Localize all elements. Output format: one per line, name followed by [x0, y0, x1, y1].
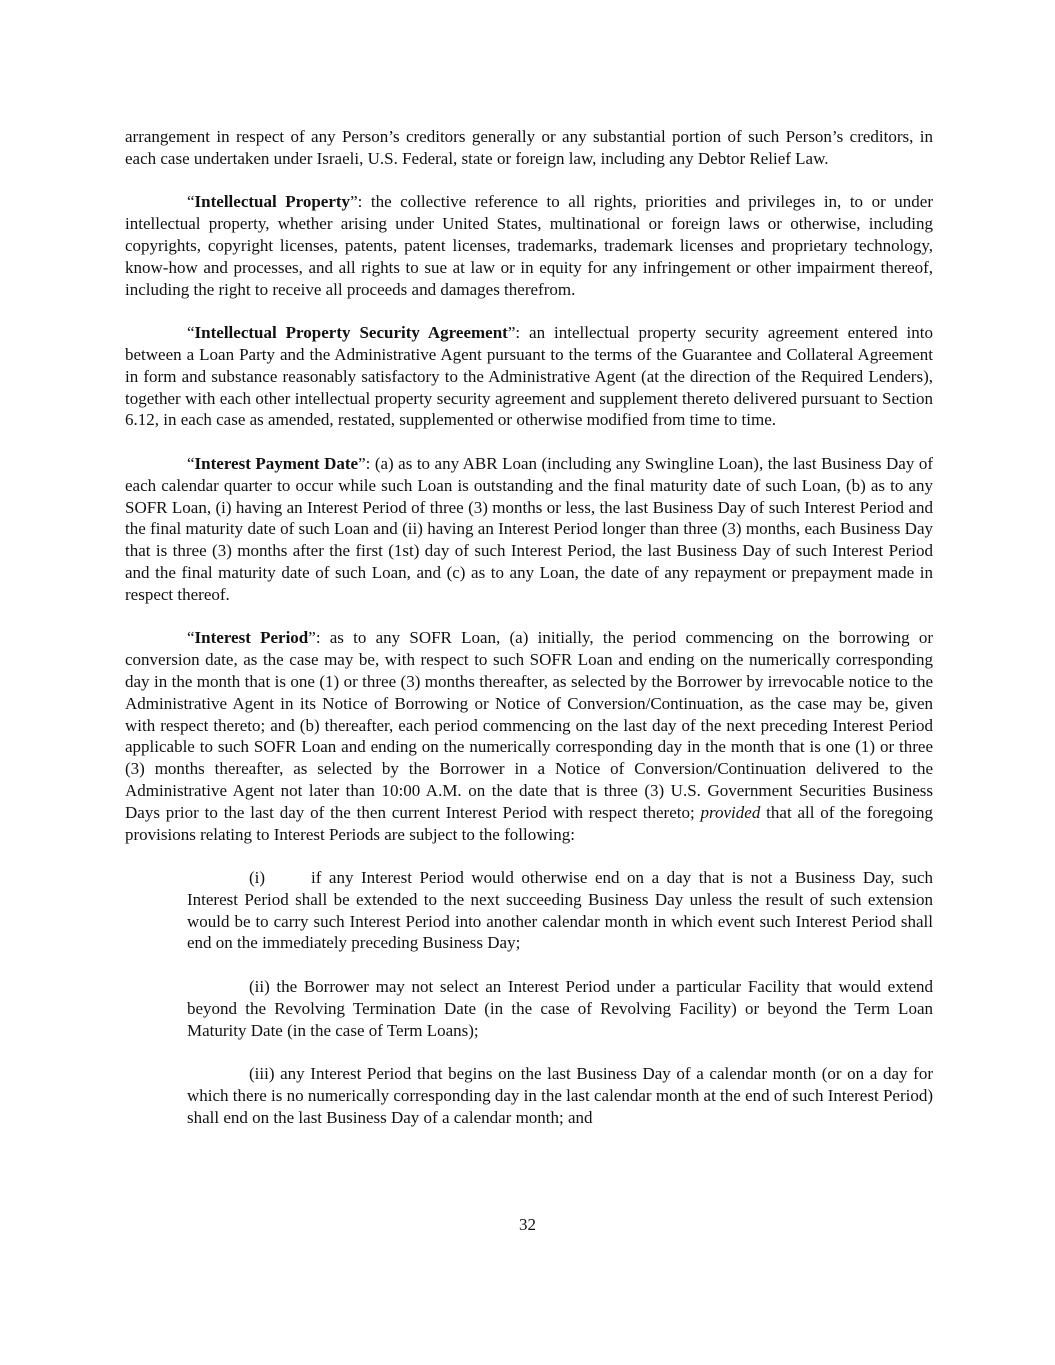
close-quote: ” [507, 323, 516, 343]
open-quote: “ [187, 323, 195, 343]
definition-text: : as to any SOFR Loan, (a) initially, the period commencing on the borrowing or conversion date, as the case may be, with respect to such SOFR Loan and ending on the numerically corresponding day in the month that is one (1) or three (3) months thereafter, as selected by the Borrower by irrevocable notice to the Administrative Agent in its Notice of Borrowing or Notice of Conversion/Continuation, as the case may be, given with respect thereto; and (b) thereafter, each period commencing on the last day of the next preceding Interest Period applicable to such SOFR Loan and ending on the numerically corresponding day in the month that is one (1) or three (3) months thereafter, as selected by the Borrower in a Notice of Conversion/Continuation delivered to the Administrative Agent not later than 10:00 A.M. on the date that is three (3) U.S. Government Securities Business Days prior to the last day of the then current Interest Period with respect thereto; [125, 628, 933, 822]
paragraph-bankruptcy-continuation [125, 126, 933, 170]
defined-term: Intellectual Property [194, 192, 351, 212]
subclause-i [187, 867, 933, 954]
defined-term: Interest Period [194, 628, 309, 648]
definition-ip-security-agreement [125, 322, 933, 431]
subclause-iii [187, 1063, 933, 1128]
definition-text: : the collective reference to all rights, priorities and privileges in, to or under intellectual property, whether arising under United States, multinational or foreign laws or otherwise, including copyrights, copyright licenses, patents, patent licenses, trademarks, trademark licenses and proprietary technology, know-how and processes, and all rights to sue at law or in equity for any infringement or other impairment thereof, including the right to receive all proceeds and damages therefrom. [125, 192, 933, 299]
paragraph-text: arrangement in respect of any Person’s creditors generally or any substantial portion of such Person’s creditors, in each case undertaken under Israeli, U.S. Federal, state or foreign law, including any Debtor Relief Law. [125, 127, 933, 168]
document-page [125, 126, 933, 1150]
subclause-text: if any Interest Period would otherwise end on a day that is not a Business Day, such Interest Period shall be extended to the next succeeding Business Day unless the result of such extension would be to carry such Interest Period into another calendar month in which event such Interest Period shall end on the immediately preceding Business Day; [187, 868, 933, 953]
close-quote: ” [350, 192, 358, 212]
subclause-text: (iii) any Interest Period that begins on the last Business Day of a calendar month (or on a day for which there is no numerically corresponding day in the last calendar month at the end of such Interest Period) shall end on the last Business Day of a calendar month; and [187, 1064, 933, 1127]
close-quote: ” [358, 453, 366, 473]
italic-term: provided [700, 802, 761, 822]
open-quote: “ [187, 628, 195, 648]
definition-interest-payment-date [125, 453, 933, 606]
open-quote: “ [187, 453, 195, 473]
definition-interest-period [125, 627, 933, 845]
subclause-text: (ii) the Borrower may not select an Interest Period under a particular Facility that would extend beyond the Revolving Termination Date (in the case of Revolving Facility) or beyond the Term Loan Maturity Date (in the case of Term Loans); [187, 977, 933, 1040]
definition-text-continued: that all of the foregoing provisions relating to Interest Periods are subject to the following: [125, 802, 933, 844]
open-quote: “ [187, 192, 195, 212]
subclause-label: (i) [249, 868, 266, 888]
definition-text: : (a) as to any ABR Loan (including any Swingline Loan), the last Business Day of each calendar quarter to occur while such Loan is outstanding and the final maturity date of such Loan, (b) as to any SOFR Loan, (i) having an Interest Period of three (3) months or less, the last Business Day of such Interest Period and the final maturity date of such Loan and (ii) having an Interest Period longer than three (3) months, each Business Day that is three (3) months after the first (1st) day of such Interest Period, the last Business Day of such Interest Period and the final maturity date of such Loan, and (c) as to any Loan, the date of any repayment or prepayment made in respect thereof. [125, 453, 933, 604]
definition-intellectual-property [125, 191, 933, 300]
defined-term: Interest Payment Date [194, 453, 359, 473]
defined-term: Intellectual Property Security Agreement [194, 323, 508, 343]
close-quote: ” [308, 628, 316, 648]
subclause-ii [187, 976, 933, 1041]
definition-text: : an intellectual property security agreement entered into between a Loan Party and the Administrative Agent pursuant to the terms of the Guarantee and Collateral Agreement in form and substance reasonably satisfactory to the Administrative Agent (at the direction of the Required Lenders), together with each other intellectual property security agreement and supplement thereto delivered pursuant to Section 6.12, in each case as amended, restated, supplemented or otherwise modified from time to time. [125, 323, 934, 430]
page-number: 32 [519, 1215, 536, 1234]
